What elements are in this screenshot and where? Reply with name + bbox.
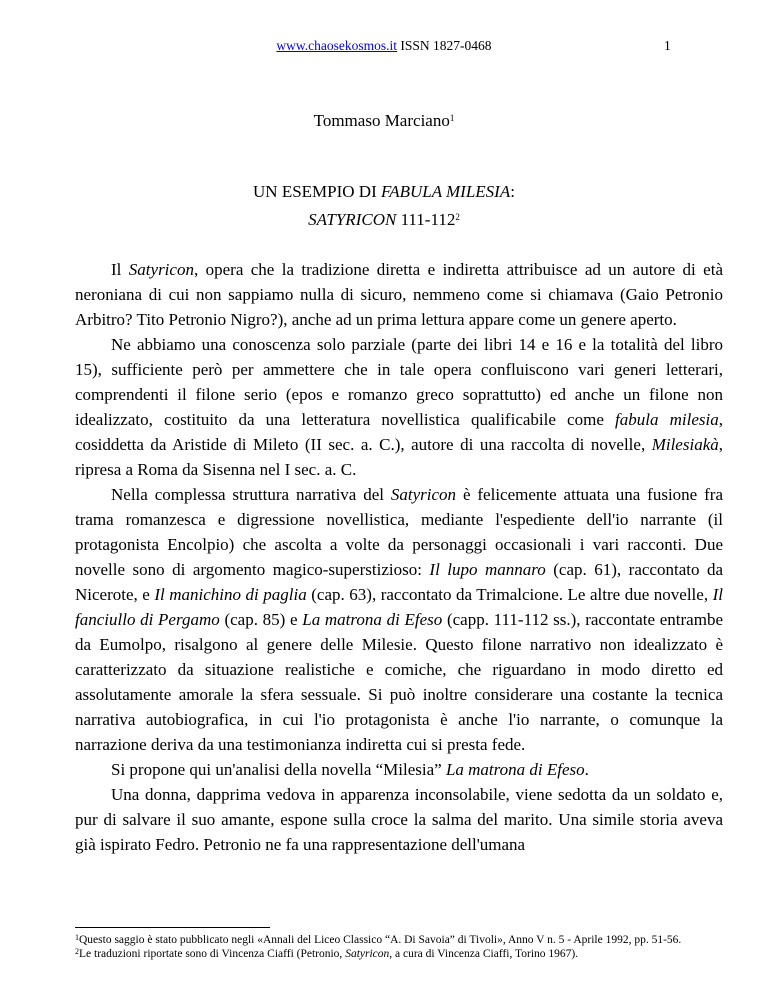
footnote-ref-2[interactable]: 2 xyxy=(455,212,460,222)
footnote-number: 2 xyxy=(75,947,79,956)
author-name xyxy=(0,111,768,131)
issn-text: ISSN 1827-0468 xyxy=(400,38,492,53)
footnote-2 xyxy=(75,947,723,961)
title-line-1 xyxy=(0,178,768,206)
text-run: Il xyxy=(111,260,129,279)
italic-run: Il lupo mannaro xyxy=(429,560,546,579)
footnote-italic: Satyricon xyxy=(345,948,390,960)
paragraph-5 xyxy=(75,782,723,857)
text-run: (cap. 61), raccontato da Nicerote, e xyxy=(75,560,723,604)
text-run: . xyxy=(584,760,589,779)
title-chapters: 111-112 xyxy=(396,210,456,229)
site-link[interactable]: www.chaosekosmos.it xyxy=(276,38,398,53)
footnote-number: 1 xyxy=(75,933,79,942)
text-run: Nella complessa struttura narrativa del xyxy=(111,485,391,504)
footnote-text: , a cura di Vincenza Ciaffi, Torino 1967). xyxy=(389,948,579,960)
site-info xyxy=(0,38,768,54)
page-number: 1 xyxy=(664,38,671,53)
title-colon: : xyxy=(510,182,515,201)
italic-run: La matrona di Efeso xyxy=(302,610,443,629)
text-run: , cosiddetta da Aristide di Mileto (II sec. a. C.), autore di una raccolta di novelle, xyxy=(75,410,723,454)
author-text: Tommaso Marciano xyxy=(313,111,450,130)
paragraph-4 xyxy=(75,757,723,782)
footnote-1 xyxy=(75,933,723,947)
text-run: (cap. 63), raccontato da Trimalcione. Le altre due novelle, xyxy=(306,585,713,604)
text-run: , ripresa a Roma da Sisenna nel I sec. a. C. xyxy=(75,435,723,479)
paragraph-3 xyxy=(75,482,723,757)
text-run: è felicemente attuata una fusione fra trama romanzesca e digressione novellistica, mediante l'espediente dell'io narrante (il protagonista Encolpio) che ascolta a volte da personaggi occasionali i vari racconti. Due novelle sono di argomento magico-superstizioso: xyxy=(75,485,723,579)
italic-run: fabula milesia xyxy=(615,410,719,429)
paragraph-2 xyxy=(75,332,723,482)
italic-run: Il manichino di paglia xyxy=(154,585,307,604)
text-run: Una donna, dapprima vedova in apparenza inconsolabile, viene sedotta da un soldato e, pur di salvare il suo amante, espone sulla croce la salma del marito. Una simile storia aveva già ispirato Fedro. Petronio ne fa una rappresentazione dell'umana xyxy=(75,785,723,854)
text-run: , opera che la tradizione diretta e indiretta attribuisce ad un autore di età neroniana di cui non sappiamo nulla di sicuro, nemmeno come si chiamava (Gaio Petronio Arbitro? Tito Petronio Nigro?), anche ad un prima lettura appare come un genere aperto. xyxy=(75,260,723,329)
italic-run: Satyricon xyxy=(128,260,194,279)
footnote-text: Questo saggio è stato pubblicato negli «Annali del Liceo Classico “A. Di Savoia” di Tivoli», Anno V n. 5 - Aprile 1992, pp. 51-56. xyxy=(79,934,682,946)
title-line-2 xyxy=(0,206,768,234)
footnote-ref-1[interactable]: 1 xyxy=(449,113,455,123)
text-run: Si propone qui un'analisi della novella “Milesia” xyxy=(111,760,446,779)
article-title xyxy=(0,178,768,234)
italic-run: Milesiakà xyxy=(651,435,719,454)
italic-run: Satyricon xyxy=(390,485,457,504)
footnote-separator xyxy=(75,927,270,928)
paragraph-1 xyxy=(75,257,723,332)
text-run: Ne abbiamo una conoscenza solo parziale (parte dei libri 14 e 16 e la totalità del libro 15), sufficiente però per ammettere che in tale opera confluiscono vari generi letterari, comprendenti il filone serio (epos e romanzo greco soprattutto) ed anche un filone non idealizzato, costituito da una letteratura novellistica qualificabile come xyxy=(75,335,723,429)
title-italic: FABULA MILESIA xyxy=(381,182,511,201)
footnote-text: Le traduzioni riportate sono di Vincenza Ciaffi (Petronio, xyxy=(79,948,346,960)
title-italic-2: SATYRICON xyxy=(308,210,397,229)
text-run: (capp. 111-112 ss.), raccontate entrambe da Eumolpo, risalgono al genere delle Milesie. Questo filone narrativo non idealizzato è caratterizzato da situazione realistiche e comiche, che riguardano in modo diretto ed assolutamente amorale la sfera sessuale. Si può inoltre considerare una costante la tecnica narrativa autobiografica, in cui l'io protagonista è anche l'io narrante, o comunque la narrazione deriva da una testimonianza indiretta cui si presta fede. xyxy=(75,610,723,754)
title-text: UN ESEMPIO DI xyxy=(253,182,381,201)
body-text xyxy=(75,257,723,857)
text-run: (cap. 85) e xyxy=(219,610,303,629)
footnotes xyxy=(75,933,723,961)
italic-run: La matrona di Efeso xyxy=(445,760,585,779)
italic-run: Il fanciullo di Pergamo xyxy=(75,585,723,629)
